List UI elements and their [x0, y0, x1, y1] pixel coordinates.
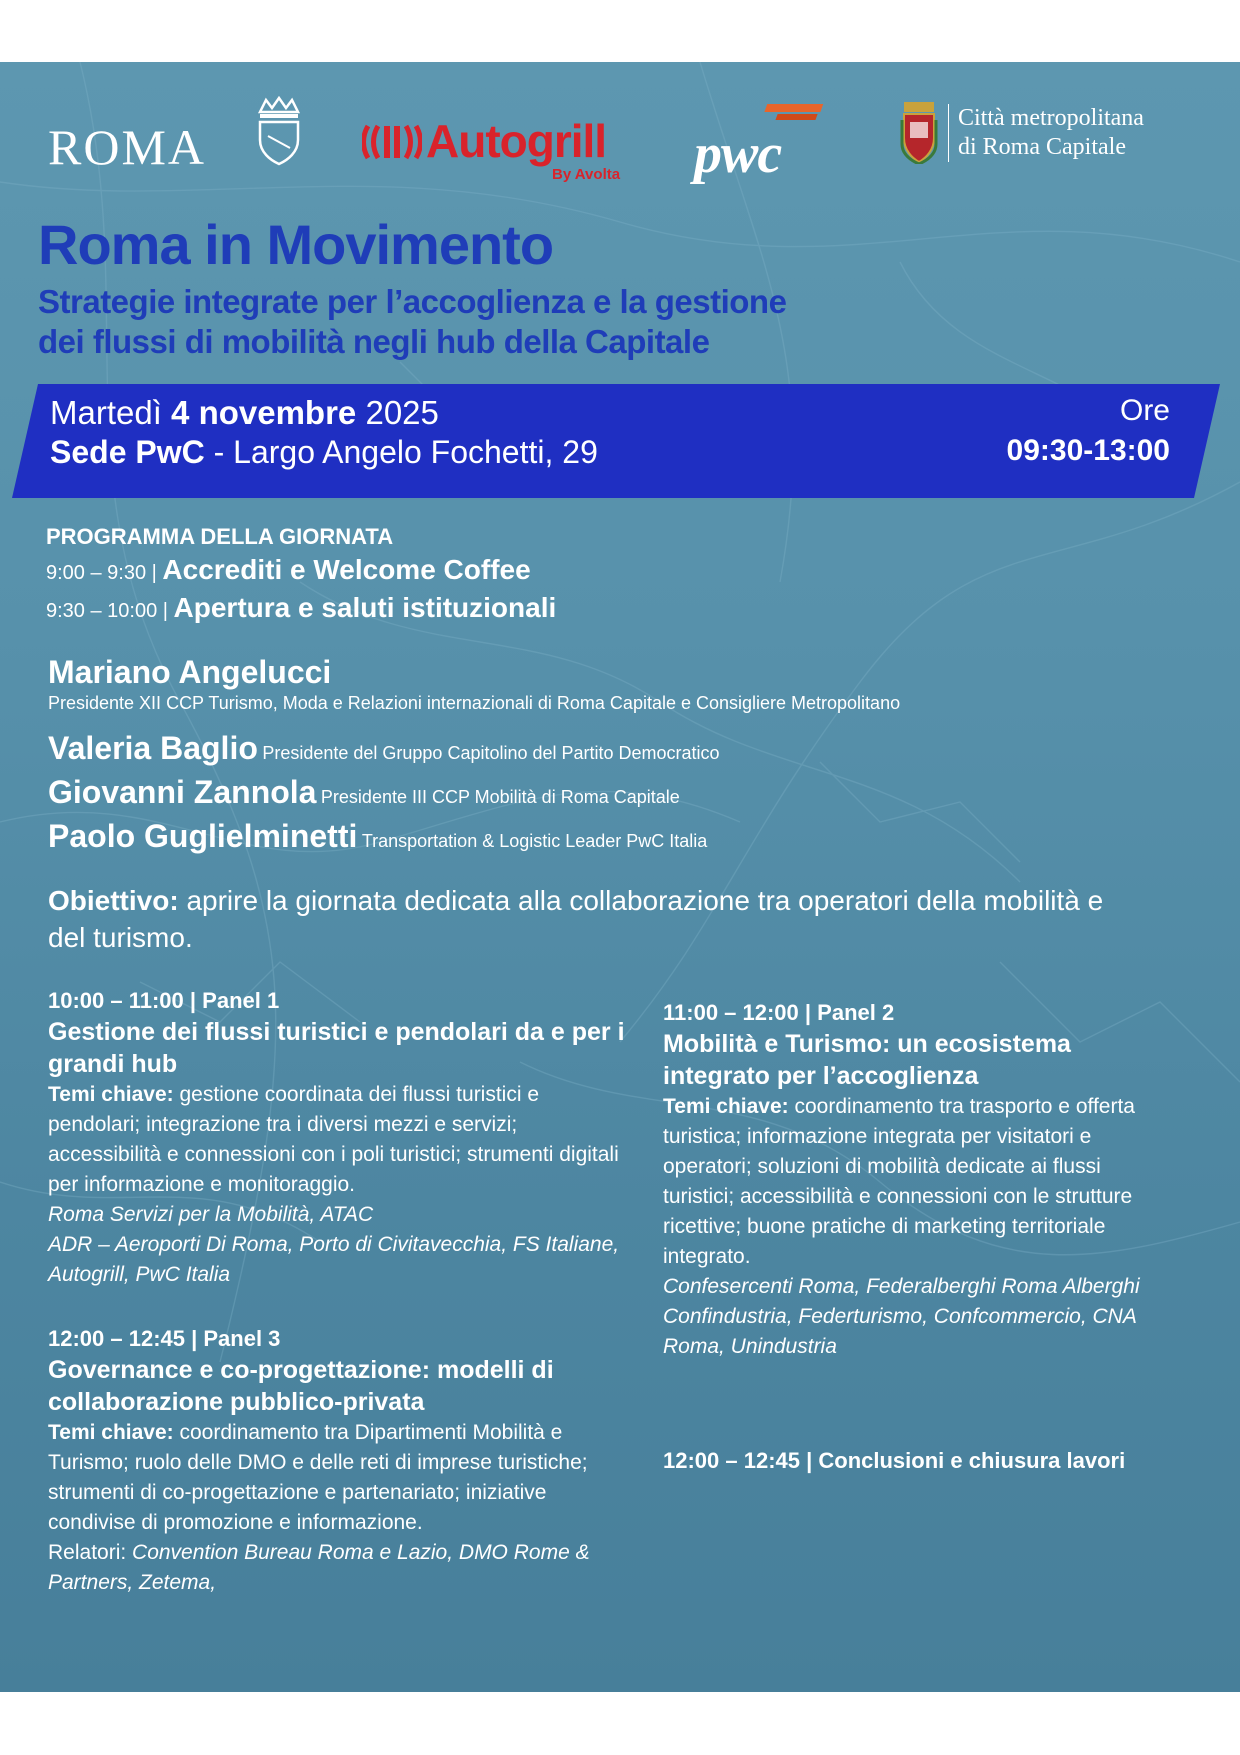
program-time: 9:30 – 10:00 |	[46, 600, 174, 622]
program-activity: Accrediti e Welcome Coffee	[162, 554, 531, 585]
themes-label: Temi chiave:	[663, 1095, 789, 1118]
panel-time: 10:00 – 11:00 | Panel 1	[48, 988, 280, 1013]
ore-label: Ore	[1119, 394, 1170, 427]
event-hours: 09:30-13:00	[1006, 434, 1170, 467]
themes-label: Temi chiave:	[48, 1421, 174, 1444]
panel-relatori	[48, 1538, 628, 1598]
speaker-role: Presidente XII CCP Turismo, Moda e Relazioni internazionali di Roma Capitale e Consigliere Metropolitano	[48, 693, 901, 713]
event-venue	[50, 434, 598, 471]
program-item	[46, 592, 556, 624]
event-date	[50, 394, 439, 432]
speaker-name: Valeria Baglio	[48, 730, 258, 766]
event-day: Martedì	[50, 394, 162, 431]
panel-title: Gestione dei flussi turistici e pendolari da e per i grandi hub	[48, 1018, 625, 1078]
date-band	[12, 384, 1220, 498]
panel-2	[663, 998, 1163, 1362]
panel-time: 12:00 – 12:45 | Panel 3	[48, 1326, 281, 1351]
panel-themes	[48, 1080, 628, 1200]
panel-themes	[48, 1418, 628, 1538]
themes-text: coordinamento tra trasporto e offerta turistica; informazione integrata per visitatori e operatori; soluzioni di mobilità dedicate ai flussi turistici; accessibilità e connessioni con le strutture ricettive; buone pratiche di marketing territoriale integrato.	[663, 1095, 1135, 1268]
speaker-role: Presidente del Gruppo Capitolino del Partito Democratico	[262, 743, 720, 763]
objective-label: Obiettivo:	[48, 885, 179, 916]
closing-session: 12:00 – 12:45 | Conclusioni e chiusura lavori	[663, 1448, 1126, 1473]
metro-line-2: di Roma Capitale	[958, 134, 1126, 160]
program-time: 9:00 – 9:30 |	[46, 562, 163, 584]
panel-time: 11:00 – 12:00 | Panel 2	[663, 1000, 895, 1025]
venue-label: Sede PwC	[50, 434, 205, 470]
autogrill-wordmark: Autogrill	[426, 115, 607, 167]
logo-bar	[0, 80, 1240, 190]
themes-text: gestione coordinata dei flussi turistici e pendolari; integrazione tra i diversi mezzi e servizi; accessibilità e connessioni con i poli turistici; strumenti digitali per informazione e monitoraggio.	[48, 1083, 619, 1196]
panel-3	[48, 1324, 628, 1598]
panel-organizations: Confesercenti Roma, Federalberghi Roma Alberghi Confindustria, Federturismo, Confcommercio, CNA Roma, Unindustria	[663, 1275, 1140, 1358]
themes-label: Temi chiave:	[48, 1083, 174, 1106]
event-year: 2025	[365, 394, 439, 431]
metro-line-1: Città metropolitana	[958, 105, 1144, 131]
panel-title: Mobilità e Turismo: un ecosistema integrato per l’accoglienza	[663, 1030, 1071, 1090]
panel-themes	[663, 1092, 1163, 1272]
event-title: Roma in Movimento	[38, 213, 554, 276]
pwc-wordmark: pwc	[694, 123, 782, 185]
relatori-text: Convention Bureau Roma e Lazio, DMO Rome & Partners, Zetema,	[48, 1541, 590, 1594]
panel-organizations: Roma Servizi per la Mobilità, ATAC	[48, 1203, 374, 1226]
subtitle-line-1: Strategie integrate per l’accoglienza e la gestione	[38, 283, 787, 320]
pwc-logo	[692, 102, 832, 185]
panel-organizations: ADR – Aeroporti Di Roma, Porto di Civitavecchia, FS Italiane, Autogrill, PwC Italia	[48, 1233, 620, 1286]
autogrill-logo	[362, 114, 632, 184]
relatori-label: Relatori:	[48, 1541, 127, 1564]
program-title: PROGRAMMA DELLA GIORNATA	[46, 524, 394, 549]
event-date-day: 4 novembre	[171, 394, 357, 431]
roma-logo: ROMA	[48, 119, 207, 175]
metro-crest-icon	[898, 98, 940, 164]
themes-text: coordinamento tra Dipartimenti Mobilità e Turismo; ruolo delle DMO e delle reti di imprese turistiche; strumenti di co-progettazione e partenariato; iniziative condivise di promozione e informazione.	[48, 1421, 588, 1534]
speaker-entry	[48, 654, 900, 714]
metro-divider	[948, 104, 949, 162]
venue-address: - Largo Angelo Fochetti, 29	[204, 434, 598, 470]
speaker-role: Presidente III CCP Mobilità di Roma Capitale	[320, 787, 680, 807]
citta-metropolitana-logo	[958, 104, 1144, 162]
event-poster	[0, 62, 1240, 1692]
speaker-name: Giovanni Zannola	[48, 774, 317, 810]
program-activity: Apertura e saluti istituzionali	[173, 592, 557, 623]
program-item	[46, 554, 531, 586]
autogrill-subtitle: By Avolta	[552, 166, 621, 183]
speaker-entry	[48, 730, 720, 767]
panel-title: Governance e co-progettazione: modelli di collaborazione pubblico-privata	[48, 1356, 554, 1416]
objective-text	[48, 882, 1148, 956]
event-subtitle	[38, 282, 1038, 362]
speaker-role: Transportation & Logistic Leader PwC Italia	[361, 831, 708, 851]
speaker-name: Mariano Angelucci	[48, 654, 332, 690]
roma-crest-icon	[252, 96, 306, 166]
speaker-entry	[48, 818, 707, 855]
subtitle-line-2: dei flussi di mobilità negli hub della Capitale	[38, 323, 710, 360]
objective-description: aprire la giornata dedicata alla collaborazione tra operatori della mobilità e del turismo.	[48, 885, 1104, 953]
speaker-name: Paolo Guglielminetti	[48, 818, 358, 854]
speaker-entry	[48, 774, 680, 811]
panel-1	[48, 986, 628, 1290]
autogrill-mark-icon	[362, 122, 422, 162]
